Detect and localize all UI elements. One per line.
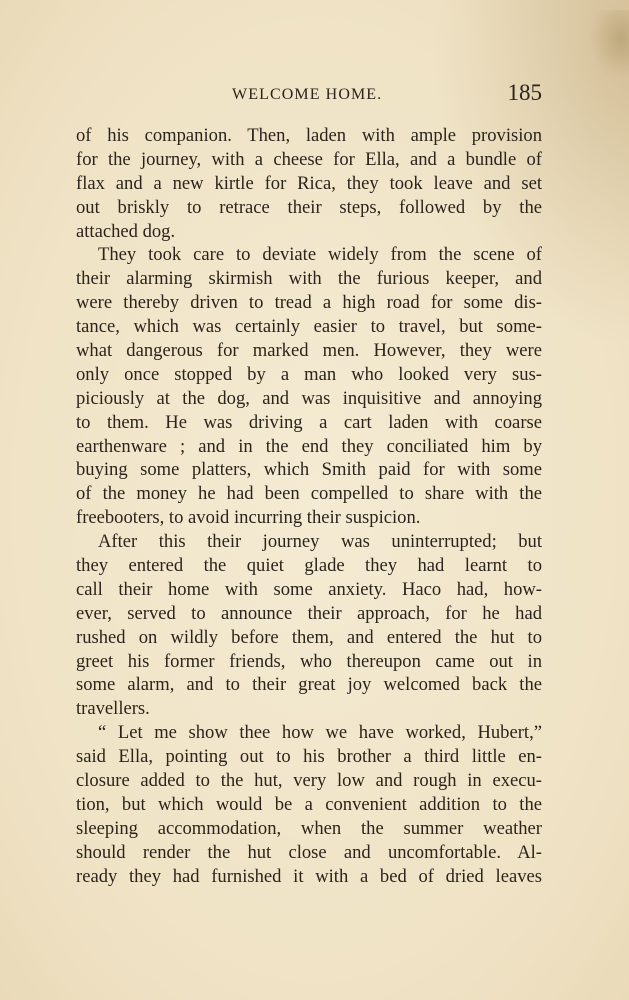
text-line: sleeping accommodation, when the summer weather bbox=[76, 817, 542, 839]
text-line: earthenware ; and in the end they conciliated him by bbox=[76, 435, 542, 457]
text-line: call their home with some anxiety. Haco had, how- bbox=[76, 578, 542, 600]
text-line: “ Let me show thee how we have worked, Hubert,” bbox=[98, 722, 542, 744]
running-title: WELCOME HOME. bbox=[232, 86, 383, 103]
text-line: should render the hut close and uncomfortable. Al- bbox=[76, 841, 542, 863]
text-line: ever, served to announce their approach, for he had bbox=[76, 602, 542, 624]
page-stain bbox=[589, 10, 629, 80]
text-line: were thereby driven to tread a high road for some dis- bbox=[76, 292, 542, 314]
text-line: travellers. bbox=[76, 698, 150, 720]
text-line: only once stopped by a man who looked very sus- bbox=[76, 363, 542, 385]
text-line: of his companion. Then, laden with ample provision bbox=[76, 125, 542, 146]
text-line: closure added to the hut, very low and rough in execu- bbox=[76, 770, 542, 792]
text-line: freebooters, to avoid incurring their suspicion. bbox=[76, 507, 421, 529]
text-line: they entered the quiet glade they had learnt to bbox=[76, 555, 542, 577]
running-head bbox=[76, 80, 544, 108]
text-line: out briskly to retrace their steps, followed by the bbox=[76, 196, 542, 218]
text-line: greet his former friends, who thereupon came out in bbox=[76, 650, 542, 672]
text-line: for the journey, with a cheese for Ella, and a bundle of bbox=[76, 148, 542, 170]
body-text bbox=[76, 124, 542, 889]
text-line: their alarming skirmish with the furious keeper, and bbox=[76, 268, 542, 290]
text-line: said Ella, pointing out to his brother a third little en- bbox=[76, 746, 542, 768]
text-line: ready they had furnished it with a bed of dried leaves bbox=[76, 865, 542, 887]
text-line: rushed on wildly before them, and entered the hut to bbox=[76, 626, 542, 648]
text-line: flax and a new kirtle for Rica, they took leave and set bbox=[76, 172, 542, 194]
text-line: After this their journey was uninterrupted; but bbox=[98, 531, 542, 553]
text-line: buying some platters, which Smith paid for with some bbox=[76, 459, 542, 481]
text-line: some alarm, and to their great joy welcomed back the bbox=[76, 674, 542, 696]
text-line: what dangerous for marked men. However, they were bbox=[76, 340, 542, 362]
text-line: They took care to deviate widely from the scene of bbox=[98, 244, 542, 266]
text-line: tion, but which would be a convenient addition to the bbox=[76, 793, 542, 815]
text-line: attached dog. bbox=[76, 220, 176, 242]
text-line: of the money he had been compelled to share with the bbox=[76, 483, 542, 505]
text-line: to them. He was driving a cart laden with coarse bbox=[76, 411, 542, 433]
text-line: piciously at the dog, and was inquisitive and annoying bbox=[76, 387, 542, 409]
text-line: tance, which was certainly easier to travel, but some- bbox=[76, 316, 542, 338]
page-number: 185 bbox=[507, 80, 542, 105]
